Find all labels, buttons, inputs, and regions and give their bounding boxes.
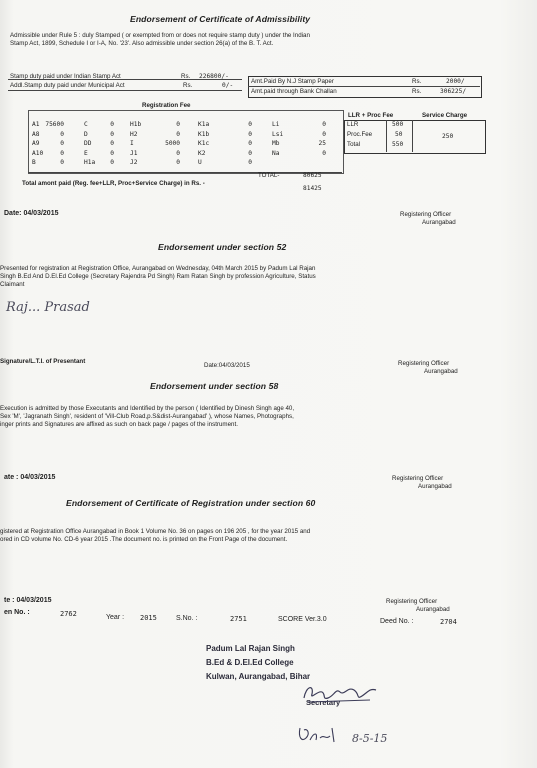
fee-cell: 0 (248, 159, 252, 166)
sec52-line1: Presented for registration at Registration Office, Aurangabad on Wednesday, 04th March 2015 by Padum Lal Rajan (0, 265, 316, 272)
fee-total-label: TOTAL- (258, 172, 280, 179)
fee-cell: 0 (322, 130, 326, 138)
fee-cell: A10 (32, 149, 44, 157)
stamp-nj-label: Amt.Paid By N.J Stamp Paper (251, 78, 334, 85)
sec60-score: SCORE Ver.3.0 (278, 616, 327, 623)
fee-cell: 0 (176, 130, 180, 138)
fee-cell: 0 (110, 121, 114, 128)
fee-cell: Lsi (272, 130, 284, 138)
sec58-date: ate : 04/03/2015 (4, 474, 56, 481)
fee-cell: K1a (198, 121, 210, 128)
sec60-officer: Registering Officer (386, 598, 438, 605)
stamp-indian-label: Stamp duty paid under Indian Stamp Act (10, 73, 121, 80)
initials-mark (296, 724, 356, 746)
block1-officer: Registering Officer (400, 211, 452, 218)
fee-cell: 5000 (165, 140, 180, 147)
sec58-line1: Execution is admitted by those Executants and Identified by the person ( Identified by Dinesh Singh age 40, (0, 405, 295, 412)
fee-total-value: 80625 (303, 172, 322, 179)
sec60-deed-label: Deed No. : (380, 618, 414, 625)
sec52-date: Date:04/03/2015 (204, 362, 250, 369)
rule (28, 172, 342, 173)
fee-cell: E (84, 149, 88, 157)
fee-cell: D (84, 130, 88, 138)
stamp-seal-line4: Secretary (306, 698, 341, 707)
fee-grand-label: Total amont paid (Reg. fee+LLR, Proc+Service Charge) in Rs. - (22, 180, 205, 187)
sec60-en-label: en No. : (4, 609, 30, 616)
fee-cell: 25 (318, 140, 326, 147)
fee-cell: A1 (32, 121, 40, 128)
fee-cell: 0 (60, 140, 64, 147)
service-value: 250 (442, 133, 454, 140)
fee-cell: 0 (176, 159, 180, 166)
fee-cell: J1 (130, 149, 138, 157)
secretary-signature (300, 680, 390, 706)
fee-cell: H2 (130, 130, 138, 138)
sec60-place: Aurangabad (416, 606, 450, 613)
presentant-signature: Raj... Prasad (6, 300, 90, 315)
sec52-line2: Singh B.Ed And D.El.Ed College (Secretary Rajendra Pd Singh) Ram Ratan Singh by profession Agriculture, Status (0, 273, 316, 280)
stamp-nj-amount: 2000/ (446, 78, 465, 85)
fee-cell: I (130, 140, 134, 147)
sec58-line2: Sex 'M', 'Jagranath Singh', resident of 'Vill-Club Road,p.S&dist-Aurangabad' ), whose Names, Photographs, (0, 413, 294, 420)
block1-place: Aurangabad (422, 219, 456, 226)
fee-cell: K2 (198, 149, 206, 157)
stamp-municipal-label: Addl.Stamp duty paid under Municipal Act (10, 82, 125, 89)
sec52-officer: Registering Officer (398, 360, 450, 367)
registration-fee-table (28, 110, 344, 174)
fee-cell: A8 (32, 130, 40, 138)
fee-cell: 0 (60, 149, 64, 157)
llr-label: LLR (347, 121, 359, 128)
sec52-title: Endorsement under section 52 (158, 242, 287, 252)
fee-cell: 0 (110, 140, 114, 147)
sec60-date: te : 04/03/2015 (4, 597, 52, 604)
proc-label: Proc.Fee (347, 131, 373, 138)
fee-cell: K1b (198, 130, 210, 138)
fee-cell: DD (84, 140, 92, 147)
sec52-place: Aurangabad (424, 368, 458, 375)
fee-cell: 0 (248, 149, 252, 157)
sec58-officer: Registering Officer (392, 475, 444, 482)
fee-cell: A9 (32, 140, 40, 147)
llr-total-label: Total (347, 141, 361, 148)
llr-heading: LLR + Proc Fee (348, 112, 394, 119)
sec58-line3: inger prints and Signatures are affixed as such on back page / pages of the instrument. (0, 421, 238, 428)
sec60-sno-label: S.No. : (176, 615, 198, 622)
sec52-line3: Claimant (0, 281, 25, 288)
rule (8, 79, 242, 80)
stamp-challan-label: Amt.paid through Bank Challan (251, 88, 337, 95)
sec60-title: Endorsement of Certificate of Registration under section 60 (66, 498, 316, 508)
fee-cell: K1c (198, 140, 210, 147)
block1-date: Date: 04/03/2015 (4, 210, 59, 217)
stamp-indian-rs: Rs. (181, 73, 191, 80)
rule (248, 86, 480, 87)
sec60-year-value: 2015 (140, 614, 157, 622)
stamp-challan-rs: Rs. (412, 88, 422, 95)
sec60-sno-value: 2751 (230, 615, 247, 623)
fee-cell: U (198, 159, 202, 166)
admissibility-line1: Admissible under Rule 5 : duly Stamped ( or exempted from or does not require stamp duty ) under the Indian (10, 32, 310, 39)
fee-cell: B (32, 159, 36, 166)
fee-cell: H1a (84, 159, 96, 166)
sec60-line1: gistered at Registration Office Aurangabad in Book 1 Volume No. 36 on pages on 196 205 , for the year 2015 and (0, 528, 311, 535)
fee-cell: 75600 (45, 121, 64, 128)
fee-cell: C (84, 121, 88, 128)
admissibility-line2: Stamp Act, 1899, Schedule I or I-A, No. '23'. Also admissible under section 26(a) of the B. T. Act. (10, 40, 274, 47)
sec60-deed-value: 2704 (440, 618, 457, 626)
sec60-line2: ored in CD volume No. CD-6 year 2015 .The document no. is printed on the Front Page of the document. (0, 536, 288, 543)
fee-cell: 0 (60, 130, 64, 138)
fee-cell: 0 (110, 159, 114, 166)
fee-cell: 0 (176, 121, 180, 128)
registration-fee-heading: Registration Fee (142, 102, 191, 109)
sec58-title: Endorsement under section 58 (150, 381, 279, 391)
rule (412, 120, 413, 152)
stamp-indian-amount: 226800/- (199, 73, 229, 80)
fee-cell: Mb (272, 140, 280, 147)
llr-total-value: 550 (392, 141, 404, 148)
fee-cell: 0 (176, 149, 180, 157)
stamp-nj-rs: Rs. (412, 78, 422, 85)
handwritten-date: 8-5-15 (352, 732, 388, 745)
fee-cell: 0 (110, 149, 114, 157)
sec60-year-label: Year : (106, 614, 125, 621)
stamp-municipal-rs: Rs. (183, 82, 193, 89)
stamp-challan-amount: 306225/ (440, 88, 467, 95)
fee-cell: 0 (60, 159, 64, 166)
sec52-signature-label: Signature/L.T.I. of Presentant (0, 358, 86, 365)
rule (386, 120, 387, 152)
admissibility-title: Endorsement of Certificate of Admissibility (130, 14, 311, 24)
fee-grand-value: 81425 (303, 185, 322, 192)
stamp-municipal-amount: 0/- (222, 82, 234, 89)
fee-cell: 0 (248, 121, 252, 128)
fee-cell: 0 (322, 121, 326, 128)
fee-cell: 0 (248, 130, 252, 138)
fee-cell: 0 (248, 140, 252, 147)
stamp-seal-line1: Padum Lal Rajan Singh (206, 644, 295, 653)
stamp-seal-line2: B.Ed & D.El.Ed College (206, 658, 294, 667)
llr-value: 500 (392, 121, 404, 128)
fee-cell: H1b (130, 121, 142, 128)
fee-cell: 0 (110, 130, 114, 138)
sec58-place: Aurangabad (418, 483, 452, 490)
sec60-en-value: 2762 (60, 610, 77, 618)
stamp-seal-line3: Kulwan, Aurangabad, Bihar (206, 672, 311, 681)
rule (8, 90, 242, 91)
fee-cell: Na (272, 149, 280, 157)
service-heading: Service Charge (422, 112, 468, 119)
fee-cell: 0 (322, 149, 326, 157)
proc-value: 50 (395, 131, 403, 138)
fee-cell: J2 (130, 159, 138, 166)
fee-cell: Li (272, 121, 280, 128)
